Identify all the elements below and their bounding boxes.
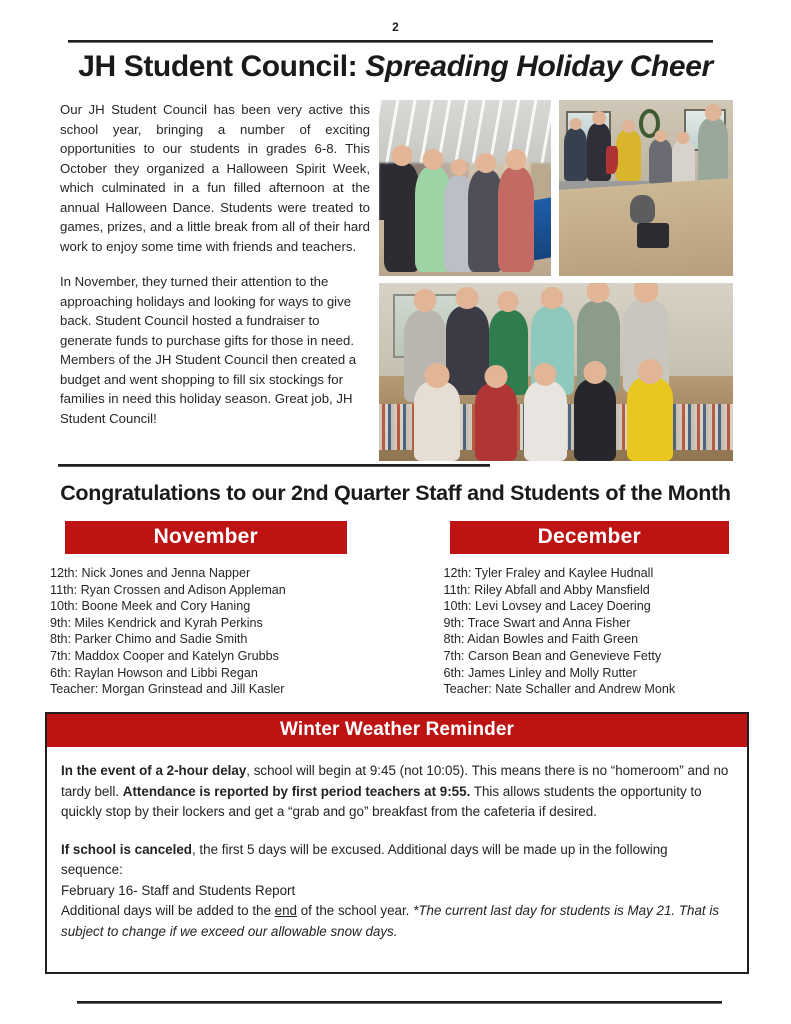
list-item: 12th: Nick Jones and Jenna Napper (50, 566, 251, 580)
photo-row-top (379, 100, 733, 276)
list-item: 9th: Trace Swart and Anna Fisher (443, 615, 631, 630)
winter-bold-delay: In the event of a 2-hour delay (61, 763, 247, 778)
winter-paragraph-2 (61, 840, 733, 943)
winter-weather-box (45, 712, 749, 974)
list-item: Teacher: Nate Schaller and Andrew Monk (443, 682, 676, 697)
winter-weather-header: Winter Weather Reminder (47, 714, 747, 747)
list-item: 7th: Maddox Cooper and Katelyn Grubbs (50, 648, 279, 663)
student-figure (446, 306, 488, 395)
student-figure (616, 130, 640, 181)
winter-paragraph-1 (61, 761, 733, 823)
month-banner-december: December (450, 521, 730, 554)
student-figure (627, 377, 673, 461)
month-column-december (396, 521, 791, 698)
winter-italic-note: *The current last day for students is May 21. That is subject to change if we exceed our allowable snow days. (61, 903, 720, 939)
list-item: 12th: Tyler Fraley and Kaylee Hudnall (443, 566, 654, 580)
list-item: 9th: Miles Kendrick and Kyrah Perkins (50, 615, 263, 630)
list-item: 8th: Aidan Bowles and Faith Green (443, 632, 639, 647)
stocking-item (606, 146, 618, 174)
winter-bold-canceled: If school is canceled (61, 841, 192, 857)
student-council-group-photo (379, 283, 733, 461)
list-item: 10th: Levi Lovsey and Lacey Doering (443, 599, 651, 614)
december-list (418, 565, 770, 698)
list-item: 6th: James Linley and Molly Rutter (443, 665, 637, 680)
section-divider-rule (58, 464, 490, 467)
list-item: 10th: Boone Meek and Cory Haning (50, 599, 251, 614)
gift-bag (630, 195, 654, 223)
page-title (0, 50, 791, 84)
students-wrapping-photo (559, 100, 733, 276)
list-item: 11th: Ryan Crossen and Adison Appleman (50, 582, 286, 597)
congratulations-heading: Congratulations to our 2nd Quarter Staff and Students of the Month (60, 481, 731, 505)
students-shopping-photo (379, 100, 551, 276)
student-figure (414, 381, 460, 461)
winter-makeup-date: February 16- Staff and Students Report (61, 882, 296, 898)
photo-content (559, 100, 733, 276)
list-item: 7th: Carson Bean and Genevieve Fetty (443, 648, 662, 663)
list-item: Teacher: Morgan Grinstead and Jill Kasler (50, 682, 285, 697)
student-figure (564, 128, 587, 181)
page-number: 2 (392, 20, 399, 34)
student-figure (498, 167, 534, 273)
photo-content (379, 100, 551, 276)
photo-content (379, 283, 733, 461)
page-title-plain: JH Student Council: (78, 50, 358, 83)
article-paragraph-2: In November, they turned their attention to the approaching holidays and looking for ways to give back. Student Council hosted a fundraiser to generate funds to purchase gifts for those in need. Members of the JH Student Council then created a budget and went shopping to fill six stockings for families in need this holiday season. Great job, JH Student Council! (60, 274, 357, 426)
bottom-divider-rule (77, 1001, 722, 1004)
winter-text-3: , the first 5 days will be excused. Additional days will be made up in the following sequence: (61, 841, 668, 877)
month-column-november (0, 521, 396, 698)
student-figure (574, 379, 616, 461)
student-figure (698, 118, 728, 185)
winter-text-5: of the school year. (297, 903, 414, 918)
winter-bold-attendance: Attendance is reported by first period teachers at 9:55. (122, 783, 471, 799)
student-figure (475, 383, 517, 461)
students-of-the-month-section (0, 521, 791, 698)
article-paragraph-1: Our JH Student Council has been very active this school year, bringing a number of exciting opportunities to our students in grades 6-8. This October they organized a Halloween Spirit Week, which culminated in a fun filled afternoon at the annual Halloween Dance. Students were treated to games, prizes, and a little break from all of their hard work to enjoy some time with friends and teachers. (60, 102, 370, 254)
photo-collage (379, 100, 733, 461)
page-title-emphasis: Spreading Holiday Cheer (365, 50, 713, 83)
winter-text-1: , school will begin at 9:45 (not 10:05). This means there is no “homeroom” and no tardy bell. (61, 763, 729, 799)
supply-box (637, 223, 668, 248)
winter-weather-body (47, 747, 747, 942)
month-banner-november: November (65, 521, 347, 554)
list-item: 8th: Parker Chimo and Sadie Smith (50, 632, 248, 647)
top-divider-rule (68, 40, 713, 43)
winter-text-2: This allows students the opportunity to quickly stop by their lockers and get a “grab and go” breakfast from the cafeteria if desired. (61, 783, 702, 819)
winter-underline-end: end (274, 903, 297, 918)
article-body (60, 100, 370, 444)
list-item: 11th: Riley Abfall and Abby Mansfield (443, 582, 650, 597)
student-figure (649, 139, 672, 185)
list-item: 6th: Raylan Howson and Libbi Regan (50, 665, 258, 680)
winter-text-4: Additional days will be added to the (61, 903, 275, 918)
november-list (22, 565, 374, 698)
student-figure (672, 140, 695, 184)
student-figure (524, 381, 566, 461)
